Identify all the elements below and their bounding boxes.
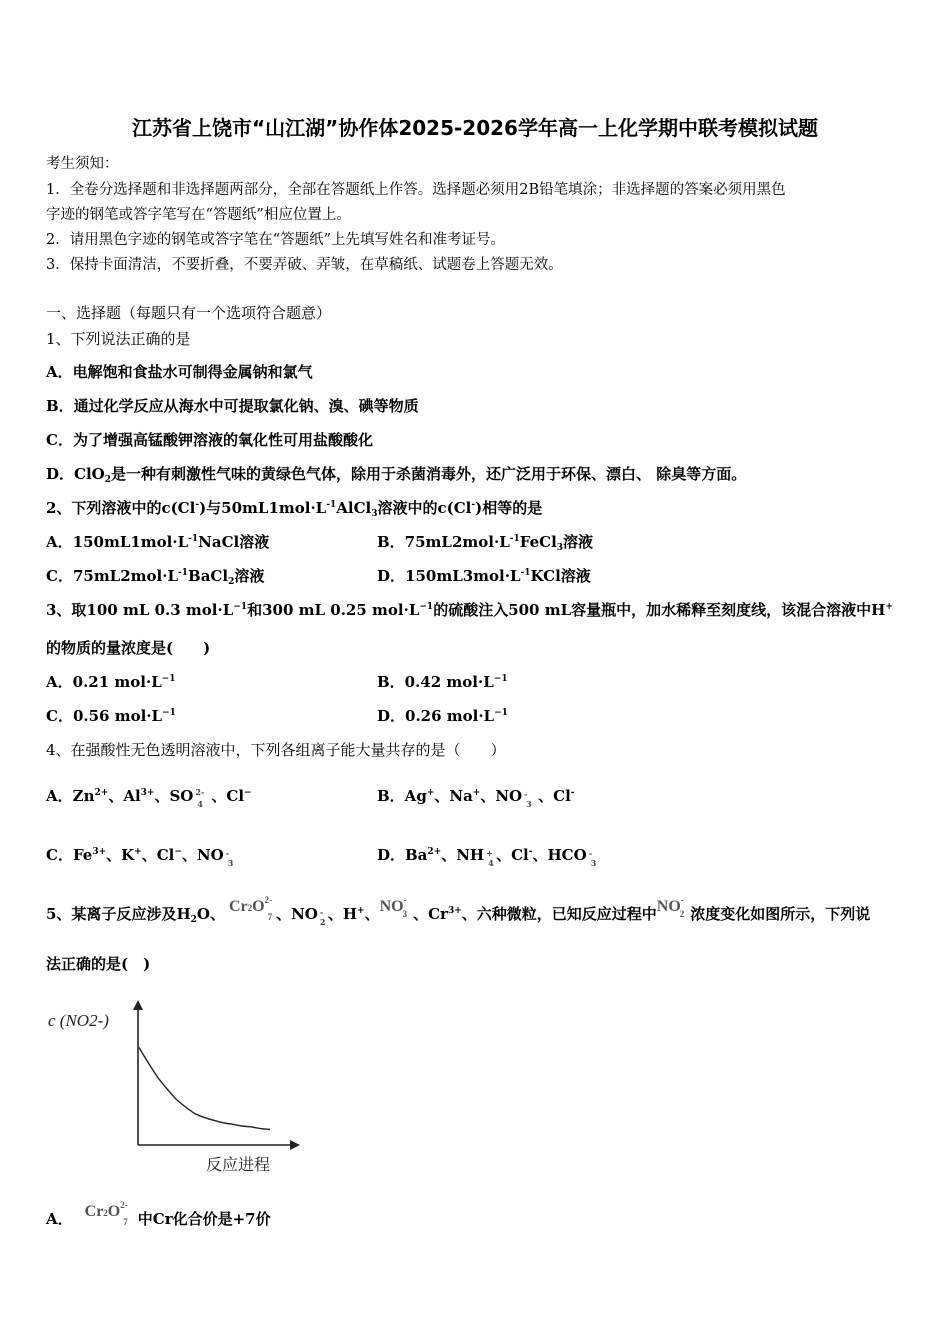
q1-option-a: A．电解饱和食盐水可制得金属钠和氯气 xyxy=(46,363,313,381)
notice-line-3: 2．请用黑色字迹的钢笔或答字笔在“答题纸”上先填写姓名和准考证号。 xyxy=(46,232,506,248)
q2-option-b: B．$75mL2mol\cdot L^{-1}FeCl_3$溶液 xyxy=(377,533,594,553)
q1-option-d: D．ClO$_2$是一种有刺激性气味的黄绿色气体，除用于杀菌消毒外，还广泛用于环保、漂白、 除臭等方面。 xyxy=(46,465,747,485)
q1-option-c: C．为了增强高锰酸钾溶液的氧化性可用盐酸酸化 xyxy=(46,431,373,449)
notice-line-2: 字迹的钢笔或答字笔写在“答题纸”相应位置上。 xyxy=(46,207,351,223)
q3-option-d: D．0.26 $mol\cdot L^{-1}$ xyxy=(377,707,508,725)
q5-stem-line-2: 法正确的是( ) xyxy=(46,955,151,973)
q3-option-c: C．0.56 $mol\cdot L^{-1}$ xyxy=(46,707,176,725)
notice-line-1: 1．全卷分选择题和非选择题两部分，全部在答题纸上作答。选择题必须用2B铅笔填涂；非选择题的答案必须用黑色 xyxy=(46,182,786,198)
notice-line-4: 3．保持卡面清洁，不要折叠，不要弄破、弄皱，在草稿纸、试题卷上答题无效。 xyxy=(46,257,563,273)
series-line xyxy=(139,1048,270,1130)
q2-option-d: D．$150mL3mol\cdot L^{-1}KCl$溶液 xyxy=(377,567,591,585)
q3-stem: 3、取100 mL 0.3 $mol\cdot L^{-1}$和300 mL 0.25 $mol\cdot L^{-1}$的硫酸注入500 mL容量瓶中，加水稀释至刻度线，该混合溶液中H+ xyxy=(46,601,893,619)
q1-stem: 1、下列说法正确的是 xyxy=(46,330,191,348)
dichromate-formula: $Cr2O^{2-}$ 7 xyxy=(228,895,273,922)
section-heading: 一、选择题（每题只有一个选项符合题意） xyxy=(46,304,332,322)
q1-option-b: B．通过化学反应从海水中可提取氯化钠、溴、碘等物质 xyxy=(46,397,419,415)
notice-heading: 考生须知： xyxy=(46,156,119,172)
q4-option-a: A．$Zn^{2+}$、$Al^{3+}$、SO 2- 4 、Cl− xyxy=(46,787,252,809)
q4-option-d: D．$Ba^{2+}$、NH + 4 、Cl-、HCO - 3 xyxy=(377,846,597,868)
q4-option-c: C．$Fe^{3+}$、K+、Cl−、NO - 3 xyxy=(46,846,234,868)
q2-option-c: C．$75mL2mol\cdot L^{-1}BaCl_2$溶液 xyxy=(46,567,265,587)
dichromate-formula-option: $Cr2O^{2-}$ 7 xyxy=(84,1200,128,1227)
q5-option-a: A． $Cr2O^{2-}$ 7 中Cr化合价是+7价 xyxy=(46,1200,271,1228)
q3-option-b: B．0.42 $mol\cdot L^{-1}$ xyxy=(377,673,508,691)
nitrate-formula: $NO^-_3$ xyxy=(379,895,408,919)
q2-stem: 2、下列溶液中的c(Cl-)与$50mL1mol\cdot L^{-1}AlCl_3$溶液中的c(Cl-)相等的是 xyxy=(46,499,543,519)
q3-stem-line-2: 的物质的量浓度是( ) xyxy=(46,639,211,657)
chart-xlabel: 反应进程 xyxy=(206,1155,271,1174)
q3-option-a: A．0.21 $mol\cdot L^{-1}$ xyxy=(46,673,176,691)
chart-ylabel: c (NO2-) xyxy=(48,1011,109,1030)
y-axis-arrow xyxy=(133,1000,143,1010)
nitrite-formula: $NO^-_2$ xyxy=(656,895,685,919)
x-axis-arrow xyxy=(290,1140,300,1150)
q5-stem: 5、某离子反应涉及$H_2O$、 $Cr2O^{2-}$ 7 、NO - 2 、H+、$NO^-_3$ 、$Cr^{3+}$、六种微粒，已知反应过程中$NO^-_2$ 浓度变化如图所示，下列说 xyxy=(46,895,871,927)
q4-stem: 4、在强酸性无色透明溶液中，下列各组离子能大量共存的是（ ） xyxy=(46,741,506,759)
page-title: 江苏省上饶市“山江湖”协作体2025-2026学年高一上化学期中联考模拟试题 xyxy=(132,116,818,140)
q2-option-a: A．$150mL1mol\cdot L^{-1}NaCl$溶液 xyxy=(46,533,270,551)
q4-option-b: B．Ag+、Na+、NO - 3 、Cl- xyxy=(377,787,575,809)
concentration-chart xyxy=(46,1000,316,1185)
